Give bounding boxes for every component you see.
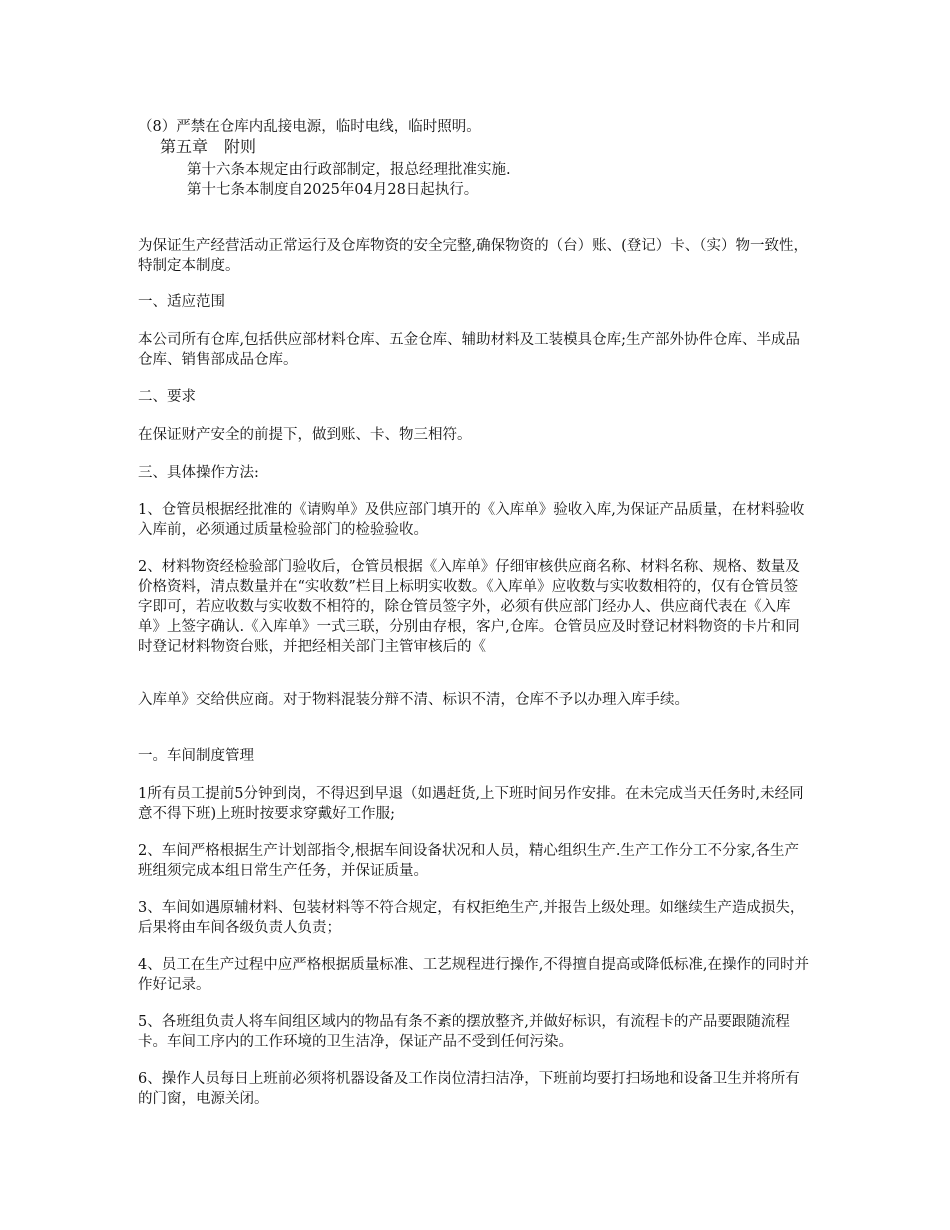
rule-item-8: （8）严禁在仓库内乱接电源，临时电线，临时照明。 xyxy=(138,119,481,135)
section-1-body: 本公司所有仓库,包括供应部材料仓库、五金仓库、辅助材料及工装模具仓库;生产部外协件仓库、半成品仓库、销售部成品仓库。 xyxy=(138,332,800,368)
article-16: 第十六条本规定由行政部制定，报总经理批准实施. xyxy=(187,162,511,178)
workshop-rule-1: 1所有员工提前5分钟到岗，不得迟到早退（如遇赶货,上下班时间另作安排。在未完成当天任务时,未经同意不得下班)上班时按要求穿戴好工作服; xyxy=(138,786,804,822)
section-1-title: 一、适应范围 xyxy=(138,294,225,310)
workshop-rule-6: 6、操作人员每日上班前必须将机器设备及工作岗位清扫洁净，下班前均要打扫场地和设备卫生并将所有的门窗，电源关闭。 xyxy=(138,1071,800,1107)
article-17: 第十七条本制度自2025年04月28日起执行。 xyxy=(187,182,479,198)
section-3-item-1: 1、仓管员根据经批准的《请购单》及供应部门填开的《入库单》验收入库,为保证产品质量，在材料验收入库前，必须通过质量检验部门的检验验收。 xyxy=(138,502,805,538)
workshop-rule-3: 3、车间如遇原辅材料、包装材料等不符合规定，有权拒绝生产,并报告上级处理。如继续生产造成损失，后果将由车间各级负责人负责； xyxy=(138,900,805,936)
workshop-rule-4: 4、员工在生产过程中应严格根据质量标准、工艺规程进行操作,不得擅自提高或降低标准,在操作的同时并作好记录。 xyxy=(138,957,809,993)
workshop-rule-2: 2、车间严格根据生产计划部指令,根据车间设备状况和人员，精心组织生产.生产工作分工不分家,各生产班组须完成本组日常生产任务，并保证质量。 xyxy=(138,843,800,879)
intro-paragraph: 为保证生产经营活动正常运行及仓库物资的安全完整,确保物资的（台）账、(登记）卡、（实）物一致性，特制定本制度。 xyxy=(138,238,809,274)
section-3-title: 三、具体操作方法: xyxy=(138,465,259,481)
section-2-title: 二、要求 xyxy=(138,389,196,405)
workshop-section-title: 一。车间制度管理 xyxy=(138,748,254,764)
section-3-item-2: 2、材料物资经检验部门验收后，仓管员根据《入库单》仔细审核供应商名称、材料名称、规格、数量及价格资料，清点数量并在“实收数”栏目上标明实收数。《入库单》应收数与实收数相符的，仅有仓管员签字即可，若应收数与实收数不相符的，除仓管员签字外，必须有供应部门经办人、供应商代表在《入库单》上签字确认.《入库单》一式三联，分别由存根，客户,仓库。仓管员应及时登记材料物资的卡片和同时登记材料物资台账，并把经相关部门主管审核后的《 xyxy=(138,559,800,655)
section-2-body: 在保证财产安全的前提下，做到账、卡、物三相符。 xyxy=(138,427,472,443)
workshop-rule-5: 5、各班组负责人将车间组区域内的物品有条不紊的摆放整齐,并做好标识，有流程卡的产品要跟随流程卡。车间工序内的工作环境的卫生洁净，保证产品不受到任何污染。 xyxy=(138,1014,790,1050)
section-3-item-2-continued: 入库单》交给供应商。对于物料混装分辩不清、标识不清，仓库不予以办理入库手续。 xyxy=(138,692,689,708)
chapter-heading: 第五章 附则 xyxy=(160,137,257,156)
